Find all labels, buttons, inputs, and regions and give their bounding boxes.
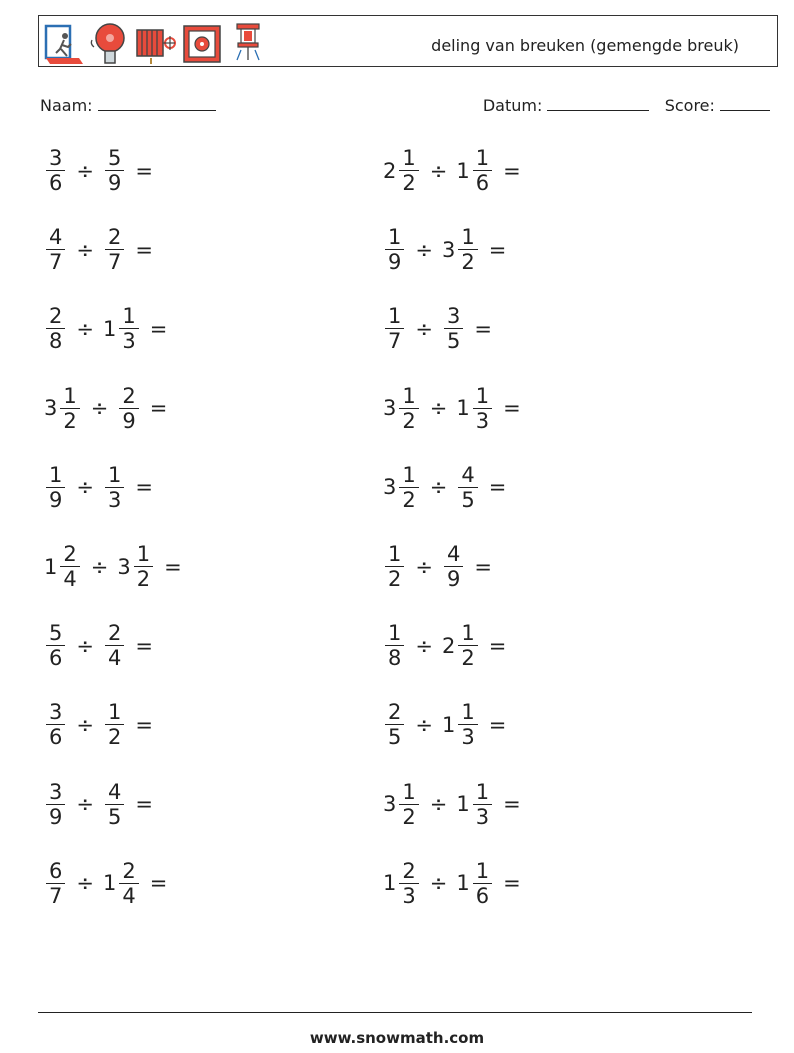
fraction: [458, 700, 477, 749]
mixed-number: [103, 700, 126, 749]
mixed-number: [44, 146, 67, 195]
mixed-number: [103, 621, 126, 670]
denominator: 6: [49, 646, 63, 671]
equals-sign: =: [149, 871, 168, 896]
mixed-number: [383, 780, 421, 829]
equals-sign: =: [135, 158, 153, 183]
numerator: 1: [402, 462, 416, 487]
denominator: 8: [388, 646, 402, 671]
division-sign: ÷: [76, 158, 94, 183]
mixed-number: [442, 225, 480, 274]
numerator: 1: [461, 700, 475, 725]
denominator: 2: [461, 250, 475, 275]
denominator: 6: [49, 725, 63, 750]
whole-number: 1: [456, 792, 470, 817]
problem-item: [44, 146, 153, 195]
header-icons: [43, 20, 269, 66]
denominator: 3: [461, 725, 475, 750]
mixed-number: [456, 384, 494, 433]
mixed-number: [383, 859, 421, 908]
mixed-number: [442, 700, 480, 749]
mixed-number: [117, 542, 155, 591]
denominator: 7: [49, 250, 63, 275]
numerator: 1: [388, 225, 402, 250]
problem-item: [383, 225, 506, 274]
division-sign: ÷: [429, 792, 448, 817]
problem-item: [383, 463, 506, 512]
numerator: 3: [446, 304, 461, 329]
fire-alarm-button-icon: [181, 20, 223, 66]
name-label: Naam:: [40, 96, 93, 115]
numerator: 1: [49, 462, 63, 487]
mixed-number: [103, 859, 141, 908]
fraction: [46, 859, 65, 908]
equals-sign: =: [135, 792, 153, 817]
division-sign: ÷: [90, 396, 109, 421]
numerator: 4: [461, 462, 475, 487]
numerator: 1: [402, 383, 416, 408]
denominator: 2: [388, 567, 402, 591]
denominator: 7: [49, 883, 63, 908]
fraction: [105, 700, 124, 749]
denominator: 3: [107, 487, 122, 512]
division-sign: ÷: [415, 316, 433, 341]
mixed-number: [44, 304, 67, 353]
denominator: 4: [107, 646, 122, 671]
name-field: [40, 94, 216, 115]
fraction: [473, 780, 492, 829]
equals-sign: =: [149, 316, 168, 341]
mixed-number: [44, 463, 67, 512]
numerator: 3: [49, 700, 63, 725]
denominator: 3: [402, 883, 416, 908]
numerator: 3: [49, 779, 63, 804]
denominator: 9: [388, 250, 402, 275]
equals-sign: =: [135, 237, 153, 262]
numerator: 1: [388, 304, 402, 329]
fraction: [119, 304, 138, 353]
fraction: [385, 621, 404, 670]
numerator: 5: [107, 146, 122, 170]
denominator: 9: [122, 408, 136, 433]
fraction: [458, 463, 477, 512]
fraction: [105, 463, 124, 512]
mixed-number: [456, 859, 494, 908]
fraction: [385, 700, 404, 749]
numerator: 2: [122, 383, 136, 408]
whole-number: 3: [441, 237, 456, 262]
numerator: 5: [49, 621, 63, 646]
mixed-number: [456, 146, 494, 195]
mixed-number: [383, 700, 406, 749]
fraction: [119, 859, 138, 908]
division-sign: ÷: [429, 871, 448, 896]
fraction: [46, 304, 65, 353]
whole-number: 1: [456, 158, 470, 183]
denominator: 3: [122, 329, 136, 354]
division-sign: ÷: [429, 158, 448, 183]
fraction: [105, 146, 124, 195]
score-blank[interactable]: [720, 94, 770, 111]
numerator: 1: [475, 146, 490, 170]
mixed-number: [44, 621, 67, 670]
numerator: 1: [461, 621, 475, 646]
fraction: [473, 146, 492, 195]
fraction: [46, 780, 65, 829]
denominator: 2: [402, 171, 416, 195]
denominator: 2: [461, 646, 475, 671]
problem-item: [44, 621, 153, 670]
fraction: [134, 542, 153, 591]
mixed-number: [383, 621, 406, 670]
division-sign: ÷: [429, 396, 448, 421]
numerator: 1: [136, 542, 151, 566]
division-sign: ÷: [76, 475, 94, 500]
numerator: 1: [388, 621, 402, 646]
sprinkler-icon: [227, 20, 269, 66]
worksheet-title: deling van breuken (gemengde breuk): [431, 36, 739, 55]
denominator: 6: [49, 171, 63, 195]
denominator: 5: [461, 487, 475, 512]
mixed-number: [103, 780, 126, 829]
whole-number: 1: [102, 871, 117, 896]
numerator: 1: [475, 779, 490, 804]
fraction: [399, 384, 418, 433]
numerator: 1: [475, 858, 490, 883]
mixed-number: [44, 859, 67, 908]
equals-sign: =: [149, 396, 168, 421]
fraction: [46, 621, 65, 670]
date-blank[interactable]: [547, 94, 649, 111]
numerator: 2: [107, 621, 122, 646]
fire-alarm-bell-icon: [89, 20, 131, 66]
denominator: 8: [49, 329, 63, 354]
equals-sign: =: [488, 475, 507, 500]
mixed-number: [383, 463, 421, 512]
numerator: 1: [402, 146, 416, 170]
problem-item: [383, 304, 492, 353]
numerator: 4: [49, 225, 63, 250]
mixed-number: [44, 780, 67, 829]
problem-item: [44, 384, 167, 433]
division-sign: ÷: [429, 475, 448, 500]
whole-number: 1: [456, 871, 470, 896]
denominator: 3: [475, 804, 490, 829]
equals-sign: =: [135, 712, 153, 737]
mixed-number: [383, 542, 406, 591]
numerator: 2: [388, 700, 402, 725]
problem-item: [383, 780, 521, 829]
equals-sign: =: [488, 712, 507, 737]
whole-number: 1: [441, 712, 456, 737]
score-label: Score:: [664, 96, 715, 115]
mixed-number: [442, 621, 480, 670]
equals-sign: =: [135, 475, 153, 500]
numerator: 2: [49, 304, 63, 329]
division-sign: ÷: [76, 633, 94, 658]
fraction: [105, 621, 124, 670]
equals-sign: =: [164, 554, 182, 579]
denominator: 7: [107, 250, 122, 275]
fraction: [46, 463, 65, 512]
mixed-number: [383, 384, 421, 433]
numerator: 1: [63, 383, 77, 408]
emergency-exit-icon: [43, 20, 85, 66]
division-sign: ÷: [415, 633, 433, 658]
mixed-number: [117, 384, 140, 433]
denominator: 5: [388, 725, 402, 750]
equals-sign: =: [488, 633, 507, 658]
footer-url: www.snowmath.com: [309, 1029, 485, 1047]
denominator: 5: [446, 329, 461, 354]
division-sign: ÷: [76, 871, 94, 896]
division-sign: ÷: [90, 554, 109, 579]
numerator: 2: [402, 858, 416, 883]
denominator: 5: [107, 804, 122, 829]
division-sign: ÷: [415, 237, 433, 262]
denominator: 9: [446, 567, 461, 591]
denominator: 9: [49, 804, 63, 829]
fraction: [399, 463, 418, 512]
fraction: [473, 859, 492, 908]
denominator: 2: [107, 725, 122, 750]
problem-item: [383, 542, 492, 591]
equals-sign: =: [488, 237, 507, 262]
fraction: [119, 384, 138, 433]
problem-item: [44, 463, 153, 512]
division-sign: ÷: [76, 712, 94, 737]
whole-number: 1: [102, 316, 117, 341]
numerator: 1: [107, 700, 122, 725]
problem-item: [44, 542, 182, 591]
numerator: 1: [461, 225, 475, 250]
mixed-number: [456, 780, 494, 829]
mixed-number: [44, 700, 67, 749]
equals-sign: =: [135, 633, 153, 658]
numerator: 1: [122, 304, 136, 329]
fraction: [385, 225, 404, 274]
numerator: 1: [402, 779, 416, 804]
mixed-number: [383, 225, 406, 274]
denominator: 4: [122, 883, 136, 908]
fraction: [105, 225, 124, 274]
name-blank[interactable]: [98, 94, 216, 111]
whole-number: 3: [44, 396, 58, 421]
fraction: [458, 225, 477, 274]
whole-number: 3: [383, 475, 397, 500]
fraction: [444, 304, 463, 353]
denominator: 2: [63, 408, 77, 433]
division-sign: ÷: [76, 237, 94, 262]
fraction: [458, 621, 477, 670]
denominator: 2: [402, 408, 416, 433]
mixed-number: [44, 384, 82, 433]
whole-number: 3: [383, 792, 397, 817]
problem-item: [44, 780, 153, 829]
mixed-number: [103, 304, 141, 353]
problem-item: [383, 621, 506, 670]
numerator: 1: [388, 542, 402, 566]
problem-item: [383, 384, 521, 433]
problem-item: [383, 146, 521, 195]
denominator: 2: [402, 487, 416, 512]
denominator: 9: [49, 487, 63, 512]
whole-number: 3: [117, 554, 131, 579]
numerator: 4: [107, 779, 122, 804]
numerator: 6: [49, 858, 63, 883]
problem-item: [44, 859, 167, 908]
fraction: [46, 146, 65, 195]
whole-number: 1: [44, 554, 58, 579]
equals-sign: =: [474, 554, 492, 579]
mixed-number: [456, 463, 479, 512]
denominator: 4: [63, 567, 77, 591]
problem-item: [383, 859, 521, 908]
problem-item: [383, 700, 506, 749]
problem-item: [44, 700, 153, 749]
date-score-field: [483, 94, 770, 115]
header-box: [38, 15, 778, 67]
fraction: [385, 542, 404, 591]
division-sign: ÷: [76, 316, 94, 341]
numerator: 2: [63, 542, 77, 566]
fraction: [60, 384, 79, 433]
denominator: 2: [402, 804, 416, 829]
numerator: 1: [475, 383, 490, 408]
fraction: [444, 542, 463, 591]
fraction: [385, 304, 404, 353]
whole-number: 1: [456, 396, 470, 421]
equals-sign: =: [503, 792, 521, 817]
fire-hose-reel-icon: [135, 20, 177, 66]
numerator: 1: [107, 462, 122, 487]
equals-sign: =: [503, 871, 521, 896]
denominator: 7: [388, 329, 402, 354]
equals-sign: =: [503, 396, 521, 421]
denominator: 9: [107, 171, 122, 195]
denominator: 6: [475, 171, 490, 195]
mixed-number: [44, 542, 82, 591]
numerator: 3: [49, 146, 63, 170]
fraction: [105, 780, 124, 829]
numerator: 2: [107, 225, 122, 250]
mixed-number: [383, 146, 421, 195]
mixed-number: [442, 542, 465, 591]
footer-divider: [38, 1012, 752, 1013]
fraction: [46, 225, 65, 274]
numerator: 2: [122, 858, 136, 883]
equals-sign: =: [474, 316, 492, 341]
equals-sign: =: [503, 158, 521, 183]
mixed-number: [44, 225, 67, 274]
fraction: [399, 146, 418, 195]
division-sign: ÷: [76, 792, 94, 817]
mixed-number: [442, 304, 465, 353]
whole-number: 3: [383, 396, 397, 421]
mixed-number: [383, 304, 406, 353]
mixed-number: [103, 463, 126, 512]
fraction: [60, 542, 79, 591]
denominator: 2: [136, 567, 151, 591]
division-sign: ÷: [415, 554, 433, 579]
denominator: 3: [475, 408, 490, 433]
problem-item: [44, 304, 167, 353]
whole-number: 2: [383, 158, 397, 183]
fraction: [46, 700, 65, 749]
fraction: [473, 384, 492, 433]
fraction: [399, 780, 418, 829]
problem-item: [44, 225, 153, 274]
whole-number: 1: [383, 871, 397, 896]
mixed-number: [103, 146, 126, 195]
fraction: [399, 859, 418, 908]
date-label: Datum:: [482, 96, 543, 115]
whole-number: 2: [441, 633, 456, 658]
numerator: 4: [446, 542, 461, 566]
division-sign: ÷: [415, 712, 433, 737]
denominator: 6: [475, 883, 490, 908]
mixed-number: [103, 225, 126, 274]
